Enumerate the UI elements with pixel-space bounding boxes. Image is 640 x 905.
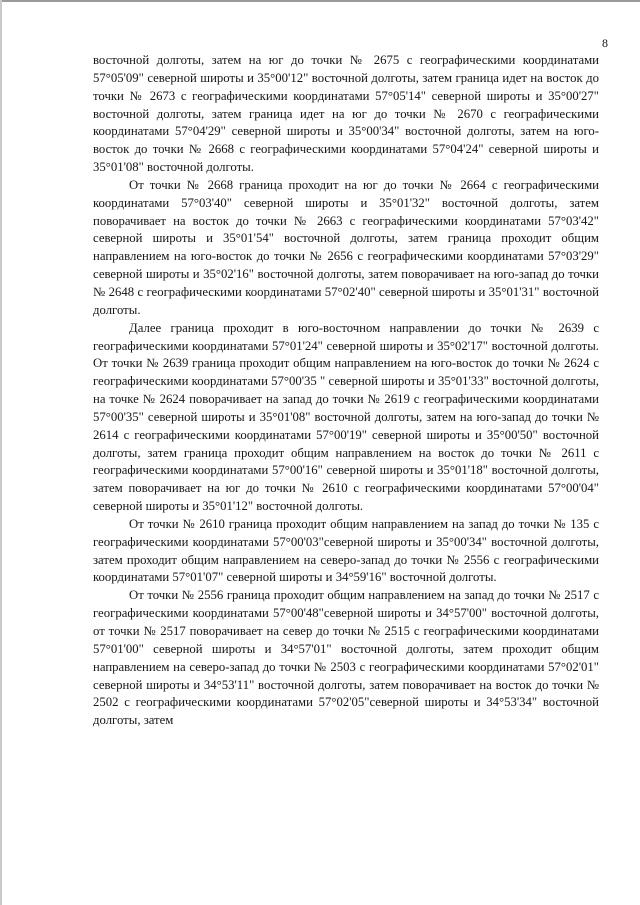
paragraph: От точки № 2610 граница проходит общим направлением на запад до точки № 135 с географическими координатами 57°00'03"северной широты и 35°00'34" восточной долготы, затем проходит общим направлением на северо-запад до точки № 2556 с географическими координатами 57°01'07" северной широты и 34°59'16" восточной долготы. bbox=[93, 516, 599, 585]
page-number: 8 bbox=[602, 36, 608, 50]
paragraph: От точки № 2668 граница проходит на юг до точки № 2664 с географическими координатами 57°03'40" северной широты и 35°01'32" восточной долготы, затем поворачивает на восток до точки № 2663 с географическими координатами 57°03'42" северной широты и 35°01'54" восточной долготы, затем граница проходит общим направлением на юго-восток до точки № 2656 с географическими координатами 57°03'29" северной широты и 35°02'16" восточной долготы, затем поворачивает на юго-запад до точки № 2648 с географическими координатами 57°02'40" северной широты и 35°01'31" восточной долготы. bbox=[93, 177, 599, 317]
scan-left-edge bbox=[0, 0, 2, 905]
paragraph: Далее граница проходит в юго-восточном направлении до точки № 2639 с географическими координатами 57°01'24" северной широты и 35°02'17" восточной долготы. От точки № 2639 граница проходит общим направлением на юго-восток до точки № 2624 с географическими координатами 57°00'35 " северной широты и 35°01'33" восточной долготы, на точке № 2624 поворачивает на запад до точки № 2619 с географическими координатами 57°00'35" северной широты и 35°01'08" восточной долготы, затем на юго-запад до точки № 2614 с географическими координатами 57°00'19" северной широты и 35°00'50" восточной долготы, затем граница проходит общим направлением на восток до точки № 2611 с географическими координатами 57°00'16" северной широты и 35°01'18" восточной долготы, затем поворачивает на юг до точки № 2610 с географическими координатами 57°00'04" северной широты и 35°01'12" восточной долготы. bbox=[93, 320, 599, 514]
scan-top-edge bbox=[0, 0, 640, 2]
paragraph-continuation: восточной долготы, затем на юг до точки № 2675 с географическими координатами 57°05'09" северной широты и 35°00'12" восточной долготы, затем граница идет на восток до точки № 2673 с географическими координатами 57°05'14" северной широты и 35°00'27" восточной долготы, затем граница идет на юг до точки № 2670 с географическими координатами 57°04'29" северной широты и 35°00'34" восточной долготы, затем на юго-восток до точки № 2668 с географическими координатами 57°04'24" северной широты и 35°01'08" восточной долготы. bbox=[93, 53, 599, 175]
paragraph: От точки № 2556 граница проходит общим направлением на запад до точки № 2517 с географическими координатами 57°00'48"северной широты и 34°57'00" восточной долготы, от точки № 2517 поворачивает на север до точки № 2515 с географическими координатами 57°01'00" северной широты и 34°57'01" восточной долготы, затем проходит общим направлением на северо-запад до точки № 2503 с географическими координатами 57°02'01" северной широты и 34°53'11" восточной долготы, затем поворачивает на восток до точки № 2502 с географическими координатами 57°02'05"северной широты и 34°53'34" восточной долготы, затем bbox=[93, 588, 599, 728]
document-body bbox=[93, 52, 599, 730]
